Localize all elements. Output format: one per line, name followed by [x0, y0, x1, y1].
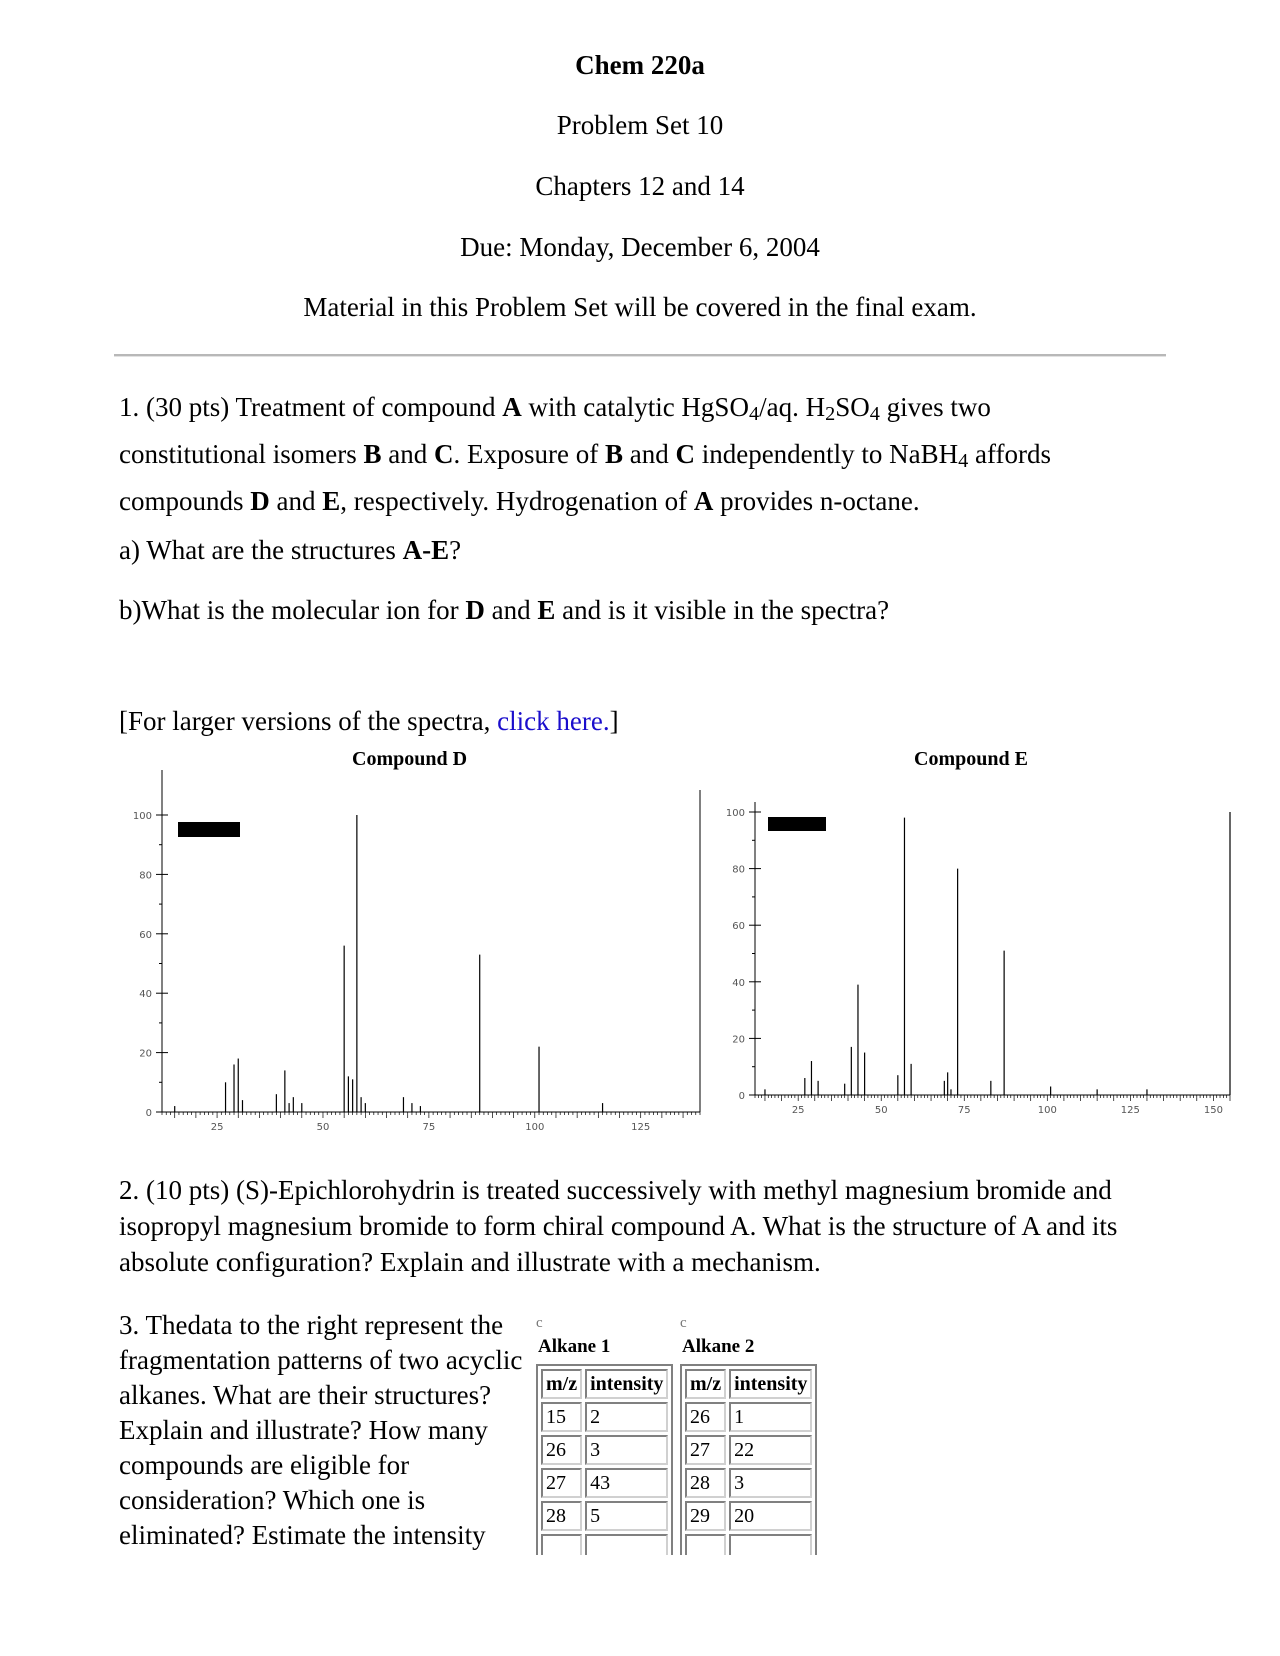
x-tick-label: 125: [631, 1122, 651, 1133]
y-tick-label: 40: [139, 989, 152, 1001]
table-row: [685, 1501, 812, 1531]
spectrum-d-title: Compound D: [352, 748, 468, 770]
table-cell: 3: [729, 1468, 812, 1498]
table-cell: [685, 1534, 726, 1555]
table-cell: 26: [685, 1402, 726, 1432]
y-tick-label: 20: [139, 1048, 152, 1060]
table-cell: 2: [585, 1402, 668, 1432]
alkane-1-block: [536, 1315, 676, 1555]
table-row: [541, 1435, 668, 1465]
y-tick-label: 0: [738, 1091, 745, 1102]
y-tick-label: 80: [139, 870, 152, 882]
table-row: [541, 1468, 668, 1498]
q1-line-1: 1. (30 pts) Treatment of compound A with catalytic HgSO$_4$/aq. $H_2SO_4$ gives two: [119, 392, 991, 426]
table-cell: 43: [585, 1468, 668, 1498]
table-cell: 27: [541, 1468, 582, 1498]
x-tick-label: 50: [874, 1105, 888, 1116]
table-cell: 3: [585, 1435, 668, 1465]
table-row: [685, 1435, 812, 1465]
y-tick-label: 100: [725, 808, 745, 819]
alkane-2-mark: c: [680, 1315, 687, 1331]
table-row: [685, 1468, 812, 1498]
table-cell: 29: [685, 1501, 726, 1531]
exam-note: Material in this Problem Set will be covered in the final exam.: [303, 292, 977, 322]
q1-line-2: constitutional isomers B and C. Exposure of B and C independently to NaBH$_4$ affords: [119, 439, 1052, 473]
table-row: [541, 1534, 668, 1555]
y-tick-label: 40: [732, 977, 745, 989]
alkane-1-mark: c: [536, 1315, 543, 1331]
table-header-cell: m/z: [685, 1369, 726, 1399]
problem-set-label: Problem Set 10: [556, 110, 724, 140]
legend-block: [178, 822, 240, 837]
table-row: [541, 1402, 668, 1432]
y-tick-label: 80: [732, 864, 745, 876]
table-row: [541, 1501, 668, 1531]
course-title: Chem 220a: [575, 50, 705, 80]
table-header-cell: intensity: [729, 1369, 812, 1399]
question-2: 2. (10 pts) (S)-Epichlorohydrin is treated successively with methyl magnesium bromide and isopropyl magnesium bromide to form chiral compound A. What is the structure of A and its absolute configuration? Explain and illustrate with a mechanism.: [119, 1175, 1118, 1277]
alkane-1-caption: Alkane 1: [538, 1336, 611, 1357]
y-tick-label: 60: [732, 921, 745, 933]
question-1b: b)What is the molecular ion for D and E and is it visible in the spectra?: [119, 595, 890, 625]
table-row: [685, 1402, 812, 1432]
table-cell: 26: [541, 1435, 582, 1465]
y-tick-label: 0: [145, 1108, 152, 1119]
table-cell: 22: [729, 1435, 812, 1465]
table-cell: [585, 1534, 668, 1555]
table-cell: 28: [685, 1468, 726, 1498]
chapters-label: Chapters 12 and 14: [535, 171, 745, 201]
y-tick-label: 60: [139, 929, 152, 941]
x-tick-label: 75: [422, 1122, 436, 1133]
x-tick-label: 50: [316, 1122, 330, 1133]
table-header-row: [541, 1369, 668, 1399]
q1-line-3: compounds D and E, respectively. Hydrogenation of A provides n-octane.: [119, 486, 920, 517]
table-cell: [729, 1534, 812, 1555]
alkane-1-table: [536, 1364, 673, 1555]
x-tick-label: 25: [791, 1105, 805, 1116]
x-tick-label: 25: [210, 1122, 224, 1133]
x-tick-label: 100: [525, 1122, 545, 1133]
alkane-2-caption: Alkane 2: [682, 1336, 755, 1357]
question-3: 3. Thedata to the right represent the fragmentation patterns of two acyclic alkanes. What are their structures? Explain and illustrate? How many compounds are eligible for consideration? Which one is eliminated? Estimate the intensity: [119, 1310, 523, 1550]
due-date: Due: Monday, December 6, 2004: [460, 232, 820, 262]
table-header-cell: m/z: [541, 1369, 582, 1399]
table-header-row: [685, 1369, 812, 1399]
table-cell: 5: [585, 1501, 668, 1531]
x-tick-label: 75: [957, 1105, 971, 1116]
table-row: [685, 1534, 812, 1555]
y-tick-label: 20: [732, 1034, 745, 1046]
table-cell: 20: [729, 1501, 812, 1531]
spectrum-d-chart: [133, 770, 700, 1133]
table-header-cell: intensity: [585, 1369, 668, 1399]
x-tick-label: 100: [1037, 1105, 1057, 1116]
y-tick-label: 100: [132, 811, 152, 822]
spectrum-e-chart: [726, 802, 1230, 1116]
x-tick-label: 150: [1203, 1105, 1223, 1116]
click-here-link[interactable]: click here.: [497, 706, 610, 736]
x-tick-label: 125: [1120, 1105, 1140, 1116]
spectrum-e-title: Compound E: [914, 748, 1028, 770]
larger-spectra-note: [For larger versions of the spectra, click here.]: [119, 706, 619, 736]
alkane-2-table: [680, 1364, 817, 1555]
question-1a: a) What are the structures A-E?: [119, 535, 462, 565]
table-cell: 28: [541, 1501, 582, 1531]
table-cell: 27: [685, 1435, 726, 1465]
legend-block: [768, 817, 826, 831]
table-cell: 1: [729, 1402, 812, 1432]
alkane-2-block: [680, 1315, 820, 1555]
table-cell: [541, 1534, 582, 1555]
table-cell: 15: [541, 1402, 582, 1432]
